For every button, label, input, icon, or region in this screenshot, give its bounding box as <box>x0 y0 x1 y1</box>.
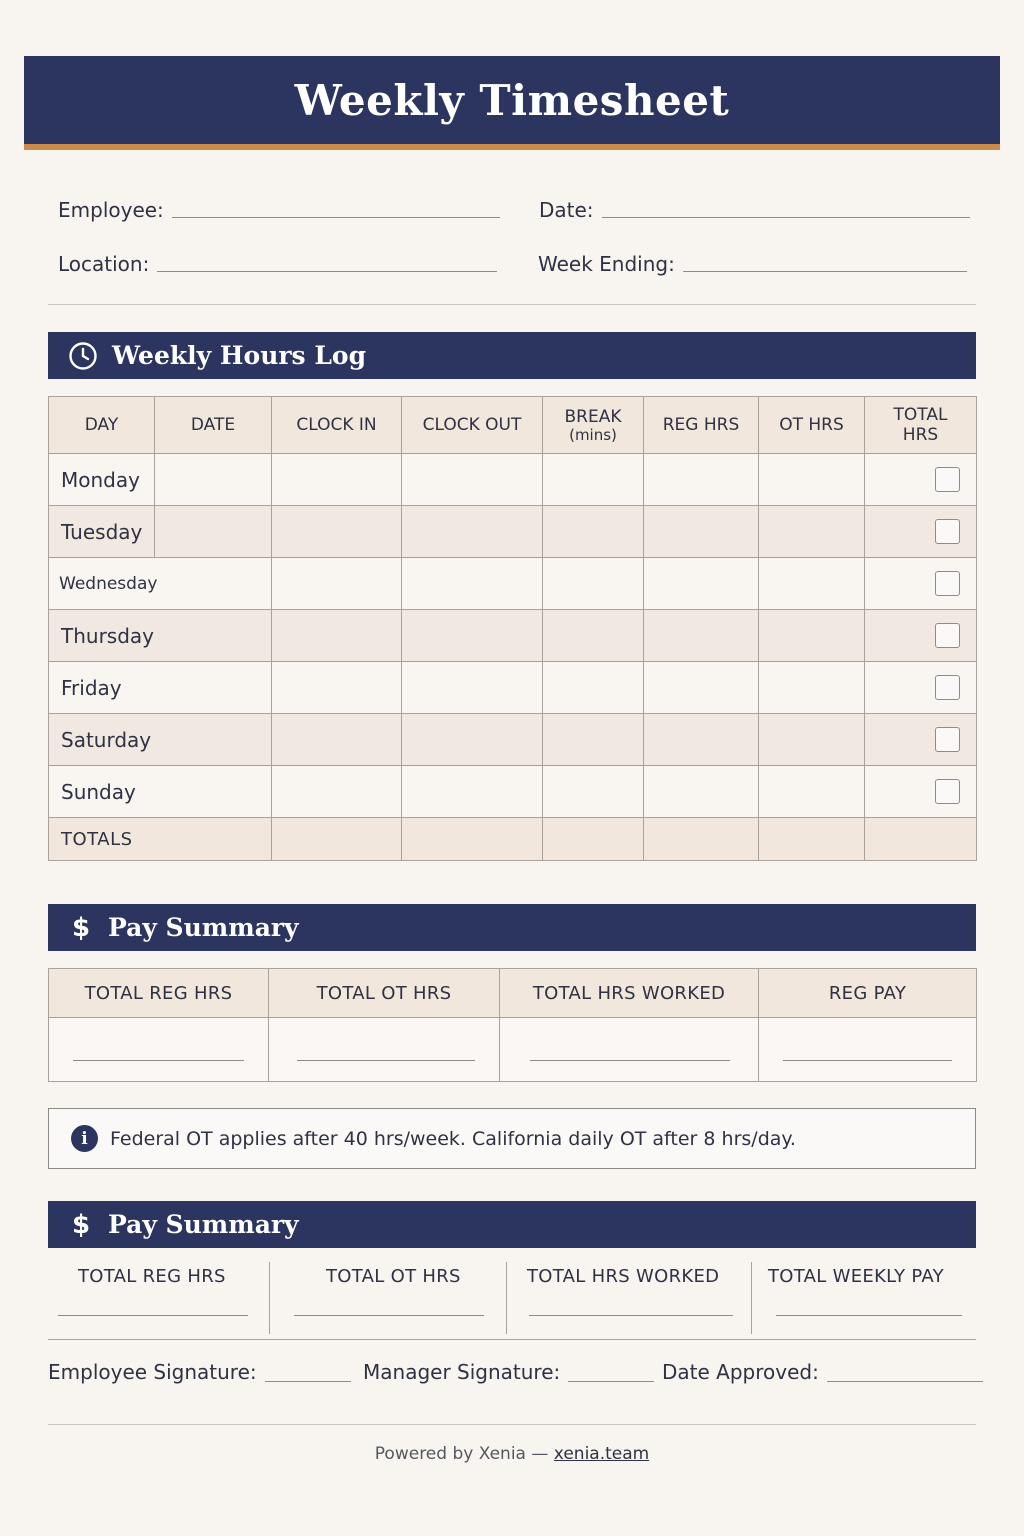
reg-hrs-cell[interactable] <box>644 558 759 610</box>
table-row <box>49 714 977 766</box>
manager-signature-label: Manager Signature: <box>363 1360 561 1384</box>
break-cell[interactable] <box>543 714 644 766</box>
clock-out-cell[interactable] <box>402 766 543 818</box>
break-cell[interactable] <box>543 454 644 506</box>
date-cell[interactable] <box>155 506 272 558</box>
week-ending-input-line[interactable] <box>683 271 967 272</box>
week-ending-label: Week Ending: <box>538 252 675 276</box>
hours-log-table <box>48 396 977 861</box>
col-clock-out: CLOCK OUT <box>402 397 543 454</box>
hours-log-title: Weekly Hours Log <box>112 341 367 370</box>
checkbox[interactable] <box>935 727 960 752</box>
sum2-total-ot-hrs[interactable] <box>270 1248 506 1334</box>
day-cell: Saturday <box>49 714 272 766</box>
input-line <box>783 1060 952 1061</box>
checkbox[interactable] <box>935 623 960 648</box>
day-cell: Friday <box>49 662 272 714</box>
col-date: DATE <box>155 397 272 454</box>
totals-row <box>49 818 977 861</box>
total-total-hrs-cell[interactable] <box>865 818 977 861</box>
input-line <box>73 1060 244 1061</box>
checkbox[interactable] <box>935 519 960 544</box>
pay-summary-title: Pay Summary <box>108 913 299 942</box>
clock-in-cell[interactable] <box>272 558 402 610</box>
employee-field[interactable] <box>58 198 500 222</box>
ot-hrs-cell[interactable] <box>759 714 865 766</box>
reg-pay-value[interactable] <box>759 1018 977 1082</box>
checkbox[interactable] <box>935 571 960 596</box>
pay-header-row <box>49 969 977 1018</box>
table-header-row <box>49 397 977 454</box>
sum2-label: TOTAL REG HRS <box>78 1266 226 1287</box>
clock-in-cell[interactable] <box>272 662 402 714</box>
footer-divider <box>48 1424 976 1425</box>
date-cell[interactable] <box>155 454 272 506</box>
clock-out-cell[interactable] <box>402 714 543 766</box>
pay-summary-2-fields <box>48 1248 976 1340</box>
input-line[interactable] <box>58 1315 248 1316</box>
location-label: Location: <box>58 252 150 276</box>
total-hrs-cell <box>865 610 977 662</box>
manager-signature-line[interactable] <box>568 1381 654 1382</box>
info-icon: i <box>71 1125 98 1152</box>
week-ending-field[interactable] <box>538 252 967 276</box>
day-cell: Sunday <box>49 766 272 818</box>
sum2-total-weekly-pay[interactable] <box>752 1248 976 1334</box>
pay-col-reg-pay: REG PAY <box>759 969 977 1018</box>
day-cell: Tuesday <box>49 506 155 558</box>
input-line <box>530 1060 730 1061</box>
total-clock-in-cell <box>272 818 402 861</box>
date-approved-field[interactable] <box>662 1360 983 1384</box>
reg-hrs-cell[interactable] <box>644 766 759 818</box>
input-line[interactable] <box>776 1315 962 1316</box>
break-cell[interactable] <box>543 558 644 610</box>
pay-value-row <box>49 1018 977 1082</box>
divider <box>48 304 976 305</box>
total-hrs-cell <box>865 766 977 818</box>
clock-in-cell[interactable] <box>272 610 402 662</box>
dollar-icon: $ <box>71 912 91 943</box>
clock-in-cell[interactable] <box>272 454 402 506</box>
col-break <box>543 397 644 454</box>
reg-hrs-cell[interactable] <box>644 662 759 714</box>
col-ot-hrs: OT HRS <box>759 397 865 454</box>
pay-col-total-ot-hrs: TOTAL OT HRS <box>269 969 500 1018</box>
total-hrs-cell <box>865 558 977 610</box>
col-clock-in: CLOCK IN <box>272 397 402 454</box>
pay-col-total-hrs-worked: TOTAL HRS WORKED <box>500 969 759 1018</box>
table-row <box>49 662 977 714</box>
reg-hrs-cell[interactable] <box>644 454 759 506</box>
input-line[interactable] <box>529 1315 733 1316</box>
reg-hrs-cell[interactable] <box>644 610 759 662</box>
total-hrs-cell <box>865 714 977 766</box>
input-line[interactable] <box>294 1315 484 1316</box>
table-row <box>49 610 977 662</box>
reg-hrs-cell[interactable] <box>644 714 759 766</box>
location-input-line[interactable] <box>157 271 497 272</box>
col-break-sub: (mins) <box>569 426 617 444</box>
ot-hrs-cell[interactable] <box>759 454 865 506</box>
pay-summary-2-header <box>48 1201 976 1248</box>
clock-icon <box>68 341 98 371</box>
table-row <box>49 454 977 506</box>
employee-input-line[interactable] <box>172 217 500 218</box>
total-hrs-cell <box>865 662 977 714</box>
ot-hrs-cell[interactable] <box>759 766 865 818</box>
sum2-total-hrs-worked[interactable] <box>507 1248 751 1334</box>
clock-out-cell[interactable] <box>402 610 543 662</box>
totals-label: TOTALS <box>49 818 272 861</box>
total-ot-hrs-value[interactable] <box>269 1018 500 1082</box>
hours-log-header <box>48 332 976 379</box>
checkbox[interactable] <box>935 675 960 700</box>
total-hrs-cell <box>865 454 977 506</box>
total-hrs-cell <box>865 506 977 558</box>
pay-summary-table <box>48 968 977 1082</box>
day-cell: Monday <box>49 454 155 506</box>
sum2-total-reg-hrs[interactable] <box>48 1248 270 1334</box>
employee-signature-line[interactable] <box>265 1381 351 1382</box>
col-total-hrs: TOTAL HRS <box>865 397 977 454</box>
table-row <box>49 558 977 610</box>
day-cell: Wednesday <box>49 558 272 610</box>
ot-hrs-cell[interactable] <box>759 662 865 714</box>
pay-col-total-reg-hrs: TOTAL REG HRS <box>49 969 269 1018</box>
total-reg-hrs-value[interactable] <box>49 1018 269 1082</box>
employee-signature-label: Employee Signature: <box>48 1360 257 1384</box>
page-title: Weekly Timesheet <box>294 75 730 125</box>
footer-text: Powered by Xenia — <box>374 1444 549 1464</box>
manager-signature-field[interactable] <box>363 1360 654 1384</box>
total-ot-hrs-cell[interactable] <box>759 818 865 861</box>
reg-hrs-cell[interactable] <box>644 506 759 558</box>
total-break-cell[interactable] <box>543 818 644 861</box>
clock-out-cell[interactable] <box>402 454 543 506</box>
break-cell[interactable] <box>543 506 644 558</box>
location-field[interactable] <box>58 252 497 276</box>
ot-hrs-cell[interactable] <box>759 506 865 558</box>
date-label: Date: <box>539 198 594 222</box>
ot-info-note <box>48 1108 976 1169</box>
col-break-label: BREAK <box>564 407 622 427</box>
date-field[interactable] <box>539 198 970 222</box>
footer-link[interactable]: xenia.team <box>553 1444 650 1464</box>
checkbox[interactable] <box>935 467 960 492</box>
clock-in-cell[interactable] <box>272 766 402 818</box>
total-clock-out-cell <box>402 818 543 861</box>
input-line <box>297 1060 475 1061</box>
table-row <box>49 506 977 558</box>
checkbox[interactable] <box>935 779 960 804</box>
employee-label: Employee: <box>58 198 164 222</box>
clock-in-cell[interactable] <box>272 714 402 766</box>
clock-out-cell[interactable] <box>402 506 543 558</box>
col-reg-hrs: REG HRS <box>644 397 759 454</box>
clock-out-cell[interactable] <box>402 558 543 610</box>
total-hrs-worked-value[interactable] <box>500 1018 759 1082</box>
footer <box>0 1444 1024 1464</box>
pay-summary-header <box>48 904 976 951</box>
sum2-label: TOTAL WEEKLY PAY <box>768 1266 944 1287</box>
break-cell[interactable] <box>543 662 644 714</box>
table-row <box>49 766 977 818</box>
sum2-label: TOTAL OT HRS <box>326 1266 461 1287</box>
employee-signature-field[interactable] <box>48 1360 351 1384</box>
break-cell[interactable] <box>543 610 644 662</box>
col-day: DAY <box>49 397 155 454</box>
date-input-line[interactable] <box>602 217 970 218</box>
day-cell: Thursday <box>49 610 272 662</box>
ot-info-text: Federal OT applies after 40 hrs/week. California daily OT after 8 hrs/day. <box>110 1127 796 1150</box>
ot-hrs-cell[interactable] <box>759 610 865 662</box>
total-reg-hrs-cell[interactable] <box>644 818 759 861</box>
pay-summary-2-title: Pay Summary <box>108 1210 299 1239</box>
ot-hrs-cell[interactable] <box>759 558 865 610</box>
date-approved-line[interactable] <box>827 1381 983 1382</box>
clock-in-cell[interactable] <box>272 506 402 558</box>
sum2-label: TOTAL HRS WORKED <box>527 1266 720 1287</box>
dollar-icon: $ <box>71 1209 91 1240</box>
clock-out-cell[interactable] <box>402 662 543 714</box>
date-approved-label: Date Approved: <box>662 1360 819 1384</box>
break-cell[interactable] <box>543 766 644 818</box>
title-banner <box>24 56 1000 150</box>
